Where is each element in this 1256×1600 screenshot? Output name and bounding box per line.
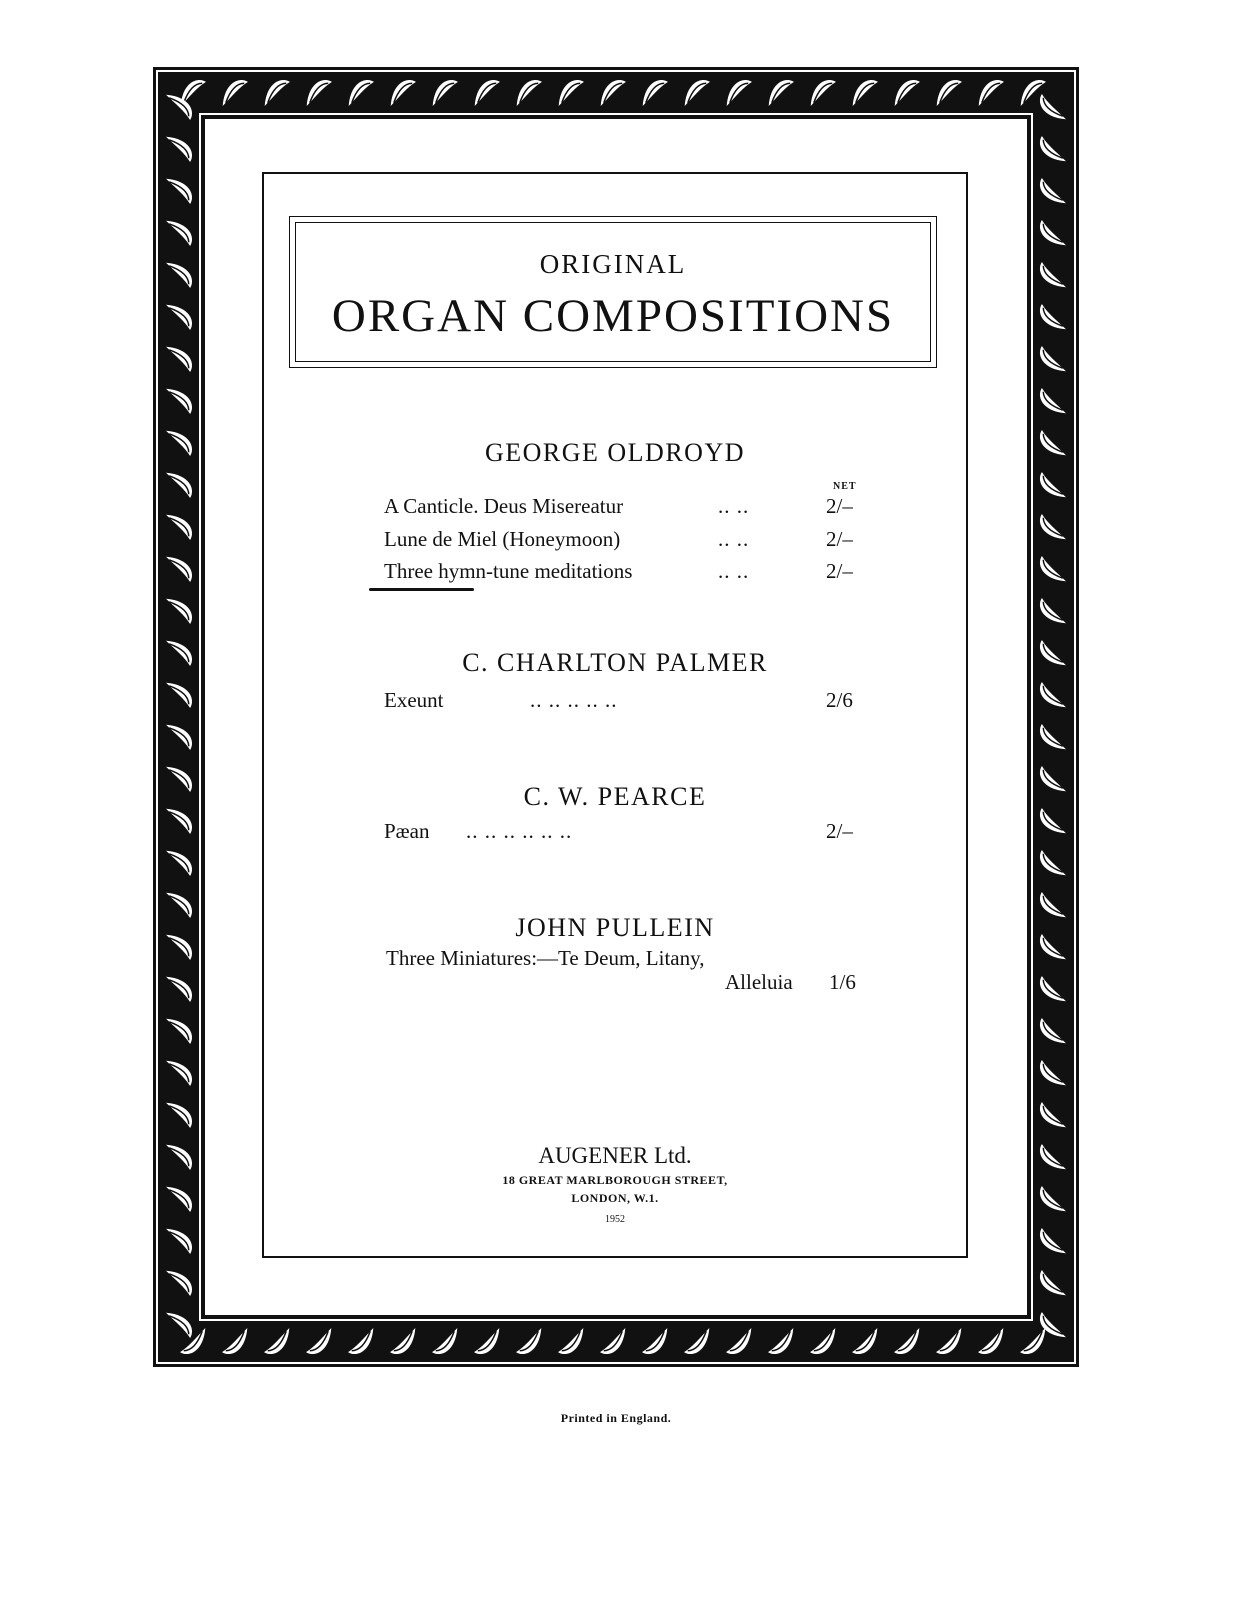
composer-heading-pullein: JOHN PULLEIN [515, 913, 715, 942]
work-price: 2/– [826, 494, 853, 518]
publisher-name: AUGENER Ltd. [538, 1143, 692, 1168]
work-title: Three Miniatures:—Te Deum, Litany, [386, 946, 705, 970]
work-price: 1/6 [829, 970, 856, 994]
catalog-entry [384, 494, 864, 524]
work-title: Pæan [384, 819, 430, 843]
work-price: 2/– [826, 527, 853, 551]
dot-leaders: .. .. [718, 559, 750, 583]
dot-leaders: .. .. [718, 494, 750, 518]
work-price: 2/– [826, 819, 853, 843]
composer-heading-oldroyd: GEORGE OLDROYD [484, 438, 746, 467]
work-price: 2/6 [826, 688, 853, 712]
series-subtitle: ORIGINAL [539, 249, 687, 279]
composer-heading-pearce: C. W. PEARCE [523, 782, 707, 811]
pencil-underline-mark [369, 588, 474, 591]
catalog-entry [384, 819, 864, 849]
catalog-entry [384, 688, 864, 718]
publisher-address-street: 18 GREAT MARLBOROUGH STREET, [502, 1173, 728, 1187]
net-price-label: NET [833, 481, 857, 492]
publication-year: 1952 [605, 1214, 625, 1225]
dot-leaders: .. .. [718, 527, 750, 551]
composer-heading-palmer: C. CHARLTON PALMER [462, 648, 768, 677]
work-title-continuation: Alleluia [725, 970, 793, 994]
work-title: Exeunt [384, 688, 444, 712]
work-title: A Canticle. Deus Misereatur [384, 494, 624, 518]
printed-in-note: Printed in England. [560, 1411, 672, 1425]
dot-leaders: .. .. .. .. .. [530, 688, 618, 712]
catalog-entry [384, 559, 864, 589]
publisher-address-city: LONDON, W.1. [571, 1191, 659, 1205]
series-title: ORGAN COMPOSITIONS [331, 290, 895, 342]
work-title: Three hymn-tune meditations [384, 559, 633, 583]
title-box [289, 216, 937, 368]
work-price: 2/– [826, 559, 853, 583]
dot-leaders: .. .. .. .. .. .. [466, 819, 573, 843]
work-title: Lune de Miel (Honeymoon) [384, 527, 621, 551]
catalog-entry [384, 527, 864, 557]
